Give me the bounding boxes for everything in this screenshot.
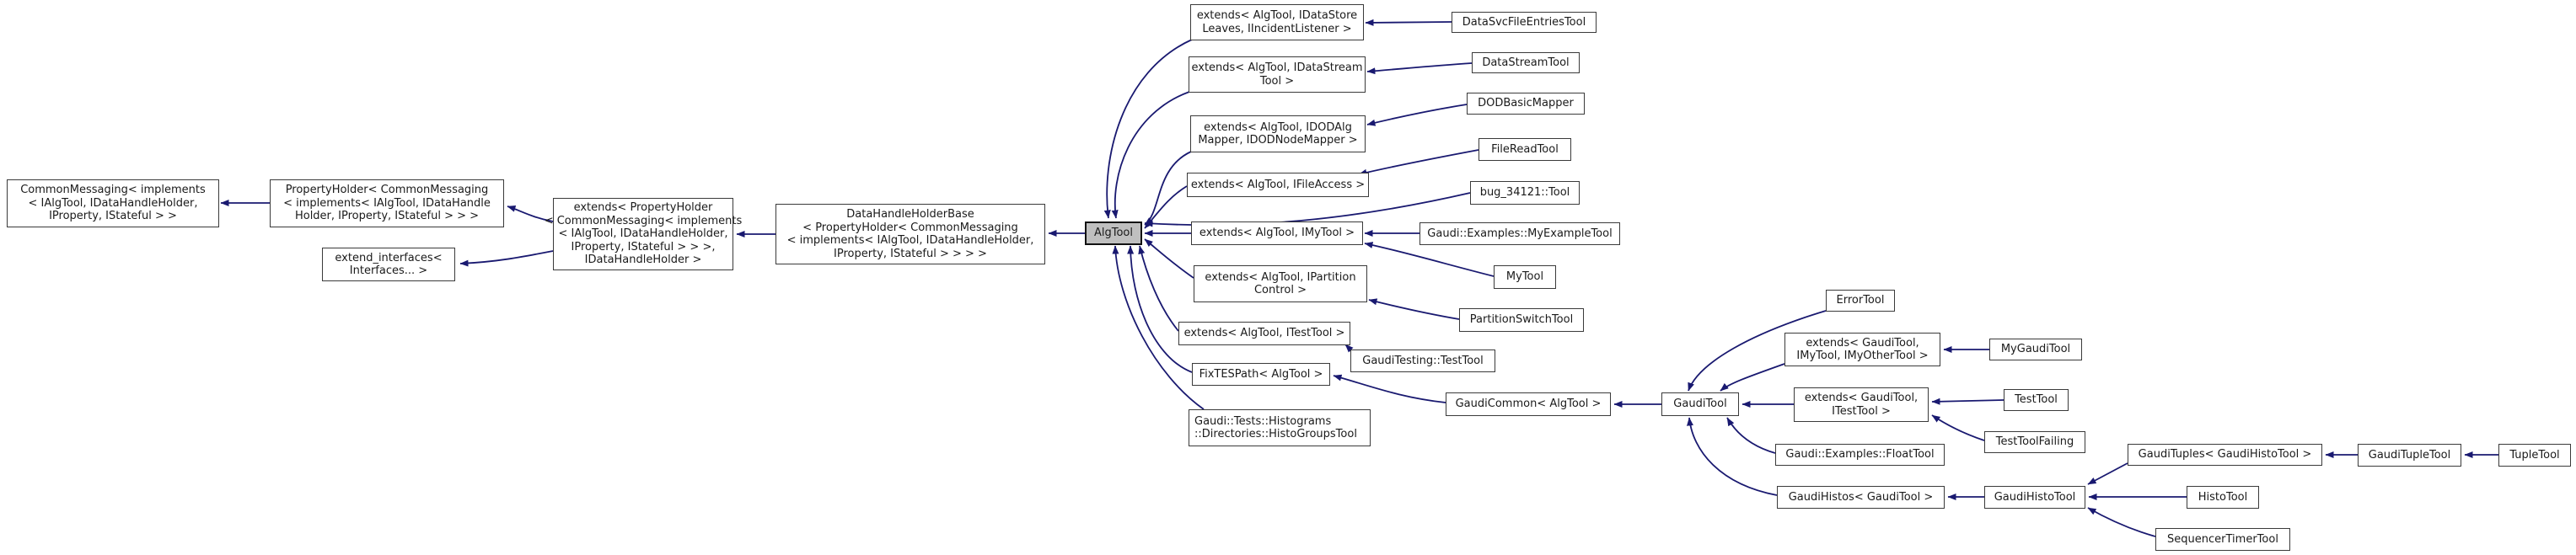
node-extend-interfaces-[interactable] xyxy=(322,248,455,281)
node-gauditool[interactable] xyxy=(1661,392,1739,416)
node-label-line: Mapper, IDODNodeMapper > xyxy=(1198,134,1358,147)
inheritance-edge xyxy=(1130,246,1192,372)
node-label-line: Interfaces... > xyxy=(349,264,428,277)
node-label-line: extend_interfaces< xyxy=(335,251,443,264)
node-extends-gauditool-[interactable] xyxy=(1784,333,1940,366)
node-extends-algtool-itesttool-[interactable] xyxy=(1178,322,1350,345)
inheritance-edge xyxy=(1932,400,2004,402)
node-label-line: < PropertyHolder< CommonMessaging xyxy=(802,221,1018,234)
node-label-line: MyTool xyxy=(1505,270,1544,284)
node-label-line: ::Directories::HistoGroupsTool xyxy=(1194,428,1357,440)
node-gaudi-examples-floattool[interactable] xyxy=(1775,444,1945,466)
node-label-line: PropertyHolder< CommonMessaging xyxy=(285,184,489,197)
node-label-line: IProperty, IStateful > > >, xyxy=(571,240,716,253)
node-label-line: extends< AlgTool, IFileAccess > xyxy=(1190,178,1366,191)
node-gauditesting-testtool[interactable] xyxy=(1350,350,1495,372)
node-label-line: Gaudi::Examples::MyExampleTool xyxy=(1427,227,1613,240)
node-label-line: GaudiTool xyxy=(1673,398,1727,411)
node-extends-algtool-imytool-[interactable] xyxy=(1191,221,1363,245)
node-commonmessaging-implements[interactable] xyxy=(7,179,219,227)
node-extends-algtool-ipartition[interactable] xyxy=(1194,265,1367,302)
inheritance-edge xyxy=(1366,22,1452,23)
node-datahandleholderbase[interactable] xyxy=(775,204,1045,264)
node-label-line: extends< GaudiTool, xyxy=(1806,336,1919,350)
node-label-line: MyGaudiTool xyxy=(2000,343,2071,356)
inheritance-edge xyxy=(1359,150,1479,174)
node-label-line: ITestTool > xyxy=(1832,404,1891,418)
node-propertyholder-commonmessaging[interactable] xyxy=(270,179,504,227)
inheritance-edge xyxy=(1115,92,1189,218)
node-label-line: TupleTool xyxy=(2509,448,2560,462)
node-label-line: SequencerTimerTool xyxy=(2167,532,2278,546)
inheritance-edge xyxy=(1367,104,1467,125)
node-label-line: extends< AlgTool, IDataStore xyxy=(1196,9,1358,22)
node-mygauditool[interactable] xyxy=(1989,339,2082,360)
node-label-line: Gaudi::Examples::FloatTool xyxy=(1785,448,1935,462)
node-label-line: IProperty, IStateful > > > > xyxy=(834,247,987,260)
node-label-line: < IAlgTool, IDataHandleHolder, xyxy=(28,196,198,210)
node-label-line: extends< AlgTool, IMyTool > xyxy=(1199,227,1355,240)
node-label-line: GaudiHistoTool xyxy=(1994,490,2076,504)
node-label-line: PartitionSwitchTool xyxy=(1469,313,1574,327)
node-mytool[interactable] xyxy=(1494,265,1556,289)
node-label-line: FileReadTool xyxy=(1491,142,1559,156)
inheritance-edge xyxy=(1689,418,1777,495)
node-gaudihistos-gauditool-[interactable] xyxy=(1777,486,1945,509)
node-gauditupletool[interactable] xyxy=(2358,444,2461,467)
node-filereadtool[interactable] xyxy=(1479,138,1571,161)
node-label-line: < IAlgTool, IDataHandleHolder, xyxy=(558,227,728,241)
node-label-line: Holder, IProperty, IStateful > > > xyxy=(294,210,480,223)
node-label-line: Gaudi::Tests::Histograms xyxy=(1194,414,1332,428)
node-label-line: extends< GaudiTool, xyxy=(1804,392,1919,404)
inheritance-edge xyxy=(1145,193,1470,225)
node-extends-algtool-idatastream[interactable] xyxy=(1189,56,1366,93)
inheritance-edge xyxy=(1145,239,1194,278)
node-testtoolfailing[interactable] xyxy=(1984,431,2085,453)
node-label-line: DataHandleHolderBase xyxy=(846,208,974,221)
inheritance-edge xyxy=(1140,246,1178,331)
node-label-line: GaudiCommon< AlgTool > xyxy=(1455,398,1602,411)
node-fixtespath-algtool-[interactable] xyxy=(1192,363,1330,386)
node-gaudi-examples-myexampletool[interactable] xyxy=(1419,222,1620,245)
node-gaudituples-gaudihistotool-[interactable] xyxy=(2128,444,2322,466)
node-label-line: extends< AlgTool, IDataStream xyxy=(1191,61,1363,74)
node-gaudihistotool[interactable] xyxy=(1984,486,2085,509)
node-label-line: < implements< IAlgTool, IDataHandle xyxy=(283,196,491,210)
node-datastreamtool[interactable] xyxy=(1472,52,1580,73)
node-label-line: TestTool xyxy=(2015,393,2058,407)
node-label-line: GaudiTupleTool xyxy=(2368,448,2451,462)
inheritance-edge xyxy=(1365,243,1494,276)
inheritance-edge xyxy=(1367,63,1472,72)
node-label-line: HistoTool xyxy=(2198,490,2248,504)
inheritance-edge xyxy=(2088,463,2128,484)
node-label-line: GaudiTuples< GaudiHistoTool > xyxy=(2138,448,2312,462)
inheritance-edge xyxy=(460,251,553,264)
inheritance-edge xyxy=(1720,364,1784,391)
node-label-line: Control > xyxy=(1253,284,1307,296)
node-label-line: extends< AlgTool, IPartition xyxy=(1205,270,1356,284)
node-label-line: bug_34121::Tool xyxy=(1479,186,1570,200)
node-label-line: FixTESPath< AlgTool > xyxy=(1199,367,1323,381)
node-tupletool[interactable] xyxy=(2498,444,2571,467)
inheritance-edge xyxy=(2088,508,2155,536)
node-label-line: AlgTool xyxy=(1093,227,1133,240)
node-gaudicommon-algtool-[interactable] xyxy=(1446,392,1611,416)
node-extends-propertyholder[interactable] xyxy=(544,198,743,270)
node-label-line: DataSvcFileEntriesTool xyxy=(1462,15,1586,29)
node-label-line: extends< AlgTool, IDODAlg xyxy=(1204,120,1352,134)
node-label-line: < implements< IAlgTool, IDataHandleHolder, xyxy=(786,234,1034,247)
node-label-line: GaudiTesting::TestTool xyxy=(1362,354,1484,367)
node-label-line: TestToolFailing xyxy=(1995,435,2074,449)
inheritance-edge xyxy=(507,206,553,221)
node-label-line: extends< AlgTool, ITestTool > xyxy=(1183,327,1345,340)
node-label-line: CommonMessaging< implements xyxy=(20,184,206,197)
node-extends-algtool-ifileaccess-[interactable] xyxy=(1187,173,1369,197)
node-histotool[interactable] xyxy=(2187,486,2259,509)
node-label-line: IDataHandleHolder > xyxy=(584,253,702,267)
node-label-line: DODBasicMapper xyxy=(1478,97,1574,110)
node-label-line: GaudiHistos< GaudiTool > xyxy=(1788,490,1934,504)
node-label-line: ErrorTool xyxy=(1836,294,1885,307)
node-label-line: DataStreamTool xyxy=(1482,56,1570,69)
inheritance-edge xyxy=(1932,415,1984,440)
node-label-line: IMyTool, IMyOtherTool > xyxy=(1796,350,1929,362)
node-label-line: Tool > xyxy=(1259,74,1295,88)
node-extends-algtool-idodalg[interactable] xyxy=(1190,115,1366,152)
node-label-line: Leaves, IIncidentListener > xyxy=(1202,22,1352,35)
node-extends-algtool-idatastore[interactable] xyxy=(1190,4,1364,40)
node-bug-34121-tool[interactable] xyxy=(1470,181,1580,205)
node-partitionswitchtool[interactable] xyxy=(1459,308,1584,332)
node-sequencertimertool[interactable] xyxy=(2155,528,2290,551)
inheritance-edge xyxy=(1727,418,1775,453)
node-label-line: extends< PropertyHolder xyxy=(573,201,713,215)
node-extends-gauditool-[interactable] xyxy=(1794,387,1929,422)
node-datasvcfileentriestool[interactable] xyxy=(1452,12,1597,33)
inheritance-edge xyxy=(1145,186,1187,228)
node-label-line: < CommonMessaging< implements xyxy=(544,214,743,227)
node-errortool[interactable] xyxy=(1826,290,1895,312)
node-dodbasicmapper[interactable] xyxy=(1467,93,1585,115)
inheritance-edge xyxy=(1334,376,1446,403)
node-algtool[interactable] xyxy=(1085,221,1142,245)
node-label-line: IProperty, IStateful > > xyxy=(49,210,177,223)
node-testtool[interactable] xyxy=(2004,389,2069,411)
node-gaudi-tests-histograms[interactable] xyxy=(1189,409,1371,446)
inheritance-edge xyxy=(1369,300,1459,319)
